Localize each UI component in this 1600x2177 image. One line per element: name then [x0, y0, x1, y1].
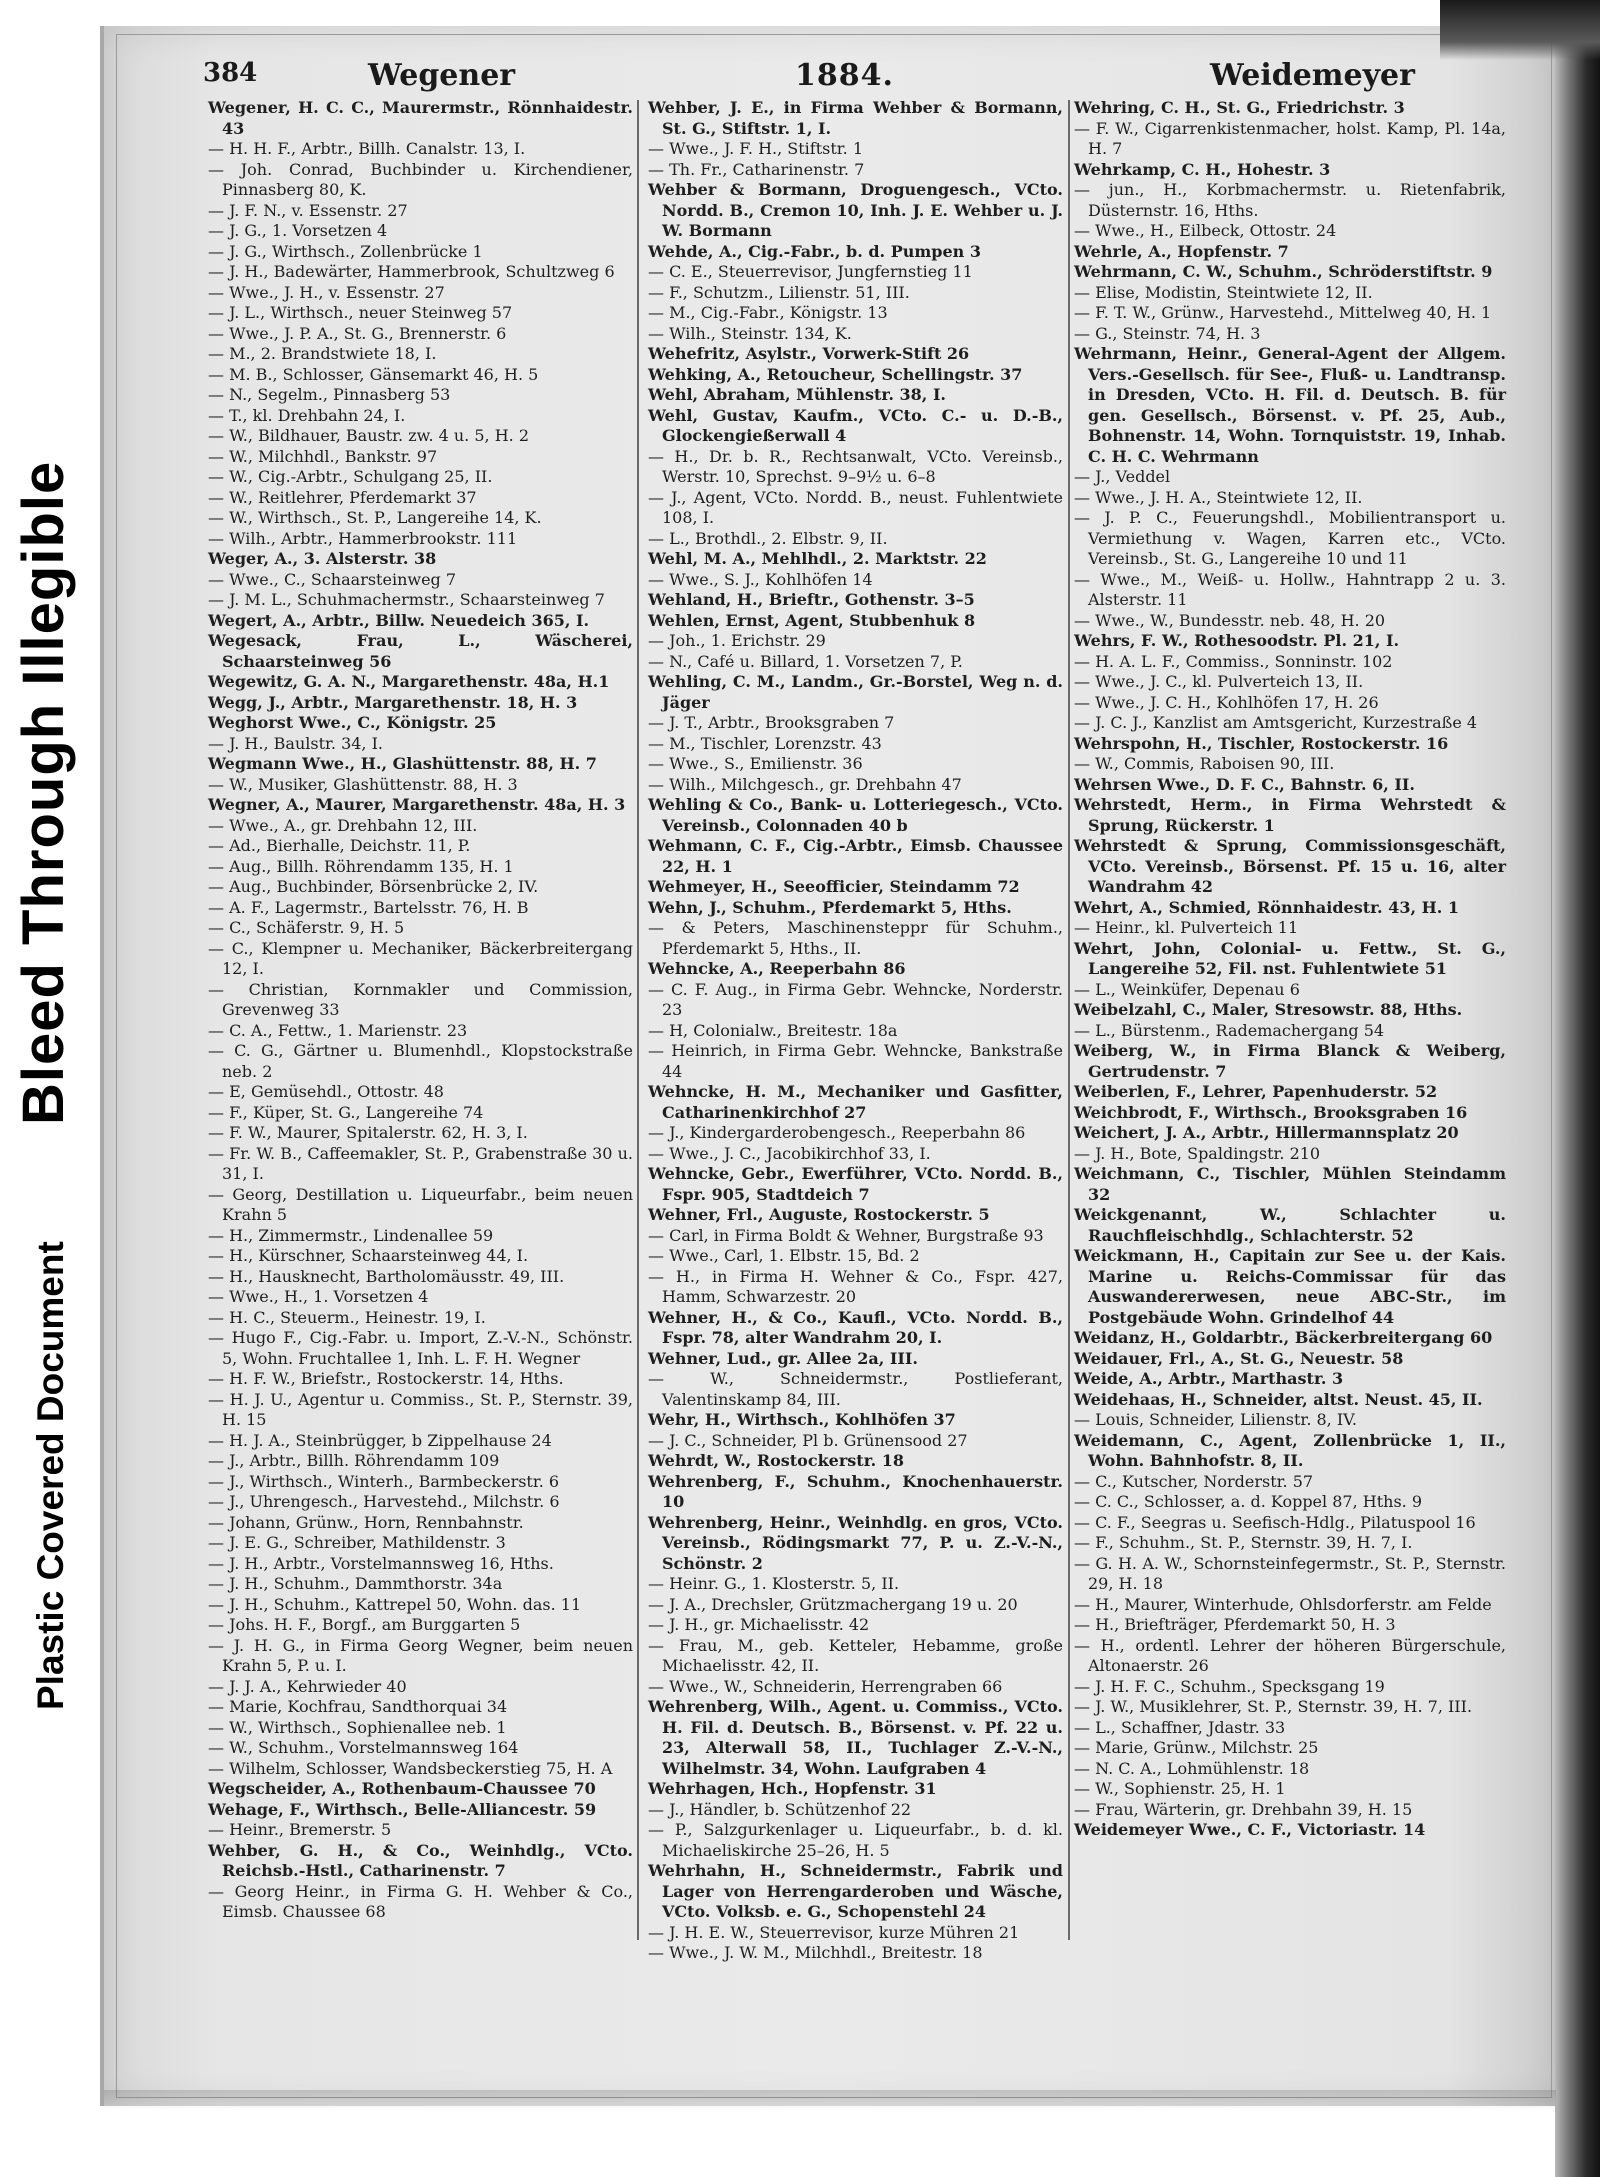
directory-entry: — W., Bildhauer, Baustr. zw. 4 u. 5, H. 2: [208, 426, 530, 445]
directory-entry: Wehage, F., Wirthsch., Belle-Alliancestr. 59: [208, 1799, 597, 1819]
directory-entry: — L., Weinküfer, Depenau 6: [1074, 979, 1300, 999]
directory-entry: — Aug., Billh. Röhrendamm 135, H. 1: [208, 856, 514, 876]
directory-entry: — F., Schuhm., St. P., Sternstr. 39, H. 7, I.: [1074, 1533, 1413, 1552]
directory-entry: — J., Wirthsch., Winterh., Barmbeckerstr. 6: [208, 1471, 560, 1491]
directory-entry: — F. T. W., Grünw., Harvestehd., Mittelweg 40, H. 1: [1074, 303, 1492, 322]
scanner-edge-shadow: [1555, 0, 1600, 2177]
column-divider: [637, 100, 639, 1940]
directory-entry: Wegner, A., Maurer, Margarethenstr. 48a, H. 3: [208, 795, 626, 814]
directory-entry: — Georg Heinr., in Firma G. H. Wehber & Co., Eimsb. Chaussee 68: [208, 1881, 633, 1921]
directory-entry: — W., Reitlehrer, Pferdemarkt 37: [208, 487, 477, 507]
directory-entry: — Wwe., J. C., kl. Pulverteich 13, II.: [1074, 672, 1364, 691]
directory-entry: — Wwe., J. H., v. Essenstr. 27: [208, 282, 445, 302]
directory-entry: Wegesack, Frau, L., Wäscherei, Schaarsteinweg 56: [208, 631, 633, 671]
directory-entry: — J. H., Badewärter, Hammerbrook, Schultzweg 6: [208, 262, 615, 281]
header-right-catchword: Weidemeyer: [1210, 58, 1415, 93]
directory-entry: — C., Schäferstr. 9, H. 5: [208, 918, 405, 937]
directory-entry: — Th. Fr., Catharinenstr. 7: [648, 159, 865, 179]
directory-entry: Wegscheider, A., Rothenbaum-Chaussee 70: [208, 1779, 596, 1798]
directory-entry: Wegg, J., Arbtr., Margarethenstr. 18, H. 3: [208, 692, 578, 712]
directory-entry: — Wwe., J. C. H., Kohlhöfen 17, H. 26: [1074, 692, 1379, 712]
directory-entry: — Johs. H. F., Borgf., am Burggarten 5: [208, 1615, 521, 1634]
directory-entry: — Louis, Schneider, Lilienstr. 8, IV.: [1074, 1410, 1358, 1429]
directory-entry: — H. A. L. F., Commiss., Sonninstr. 102: [1074, 651, 1393, 671]
directory-entry: — J. P. C., Feuerungshdl., Mobilientransport u. Vermiethung v. Wagen, Karren etc., VCto. Vereinsb., St. G., Langereihe 10 und 11: [1074, 508, 1506, 568]
directory-entry: Wehner, H., & Co., Kaufl., VCto. Nordd. B., Fspr. 78, alter Wandrahm 20, I.: [648, 1307, 1063, 1347]
directory-entry: Weidehaas, H., Schneider, altst. Neust. 45, II.: [1074, 1389, 1483, 1409]
directory-entry: Wehncke, A., Reeperbahn 86: [648, 959, 906, 978]
directory-entry: Wehmann, C. F., Cig.-Arbtr., Eimsb. Chaussee 22, H. 1: [648, 836, 1063, 876]
directory-entry: — Wilhelm, Schlosser, Wandsbeckerstieg 75, H. A: [208, 1758, 613, 1778]
directory-entry: — Wwe., W., Bundesstr. neb. 48, H. 20: [1074, 610, 1386, 630]
directory-entry: Wehber, J. E., in Firma Wehber & Bormann, St. G., Stiftstr. 1, I.: [648, 98, 1063, 138]
directory-entry: Wehrsen Wwe., D. F. C., Bahnstr. 6, II.: [1074, 774, 1415, 794]
directory-entry: Wehrenberg, Heinr., Weinhdlg. en gros, VCto. Vereinsb., Rödingsmarkt 77, P. u. Z.-V.-N., Schönstr. 2: [648, 1512, 1063, 1573]
directory-entry: — J. H., Schuhm., Dammthorstr. 34a: [208, 1574, 503, 1593]
directory-entry: — E, Gemüsehdl., Ottostr. 48: [208, 1082, 444, 1101]
directory-entry: — N. C. A., Lohmühlenstr. 18: [1074, 1758, 1310, 1778]
directory-entry: Wehling & Co., Bank- u. Lotteriegesch., VCto. Vereinsb., Colonnaden 40 b: [648, 795, 1063, 835]
directory-entry: — J. J. A., Kehrwieder 40: [208, 1676, 407, 1696]
directory-entry: Wehring, C. H., St. G., Friedrichstr. 3: [1074, 98, 1405, 117]
directory-entry: — T., kl. Drehbahn 24, I.: [208, 405, 406, 425]
directory-entry: — H. F. W., Briefstr., Rostockerstr. 14, Hths.: [208, 1369, 564, 1388]
directory-entry: Weickgenannt, W., Schlachter u. Rauchfleischhdlg., Schlachterstr. 52: [1074, 1205, 1506, 1245]
directory-entry: — J., Agent, VCto. Nordd. B., neust. Fuhlentwiete 108, I.: [648, 487, 1063, 527]
directory-entry: Wehrt, John, Colonial- u. Fettw., St. G., Langereihe 52, Fil. nst. Fuhlentwiete 51: [1074, 938, 1506, 978]
directory-entry: — H. J. A., Steinbrügger, b Zippelhause 24: [208, 1430, 552, 1450]
directory-entry: — H., Hausknecht, Bartholomäusstr. 49, III.: [208, 1266, 565, 1286]
plastic-covered-label: Plastic Covered Document: [30, 1241, 71, 1710]
directory-entry: — Christian, Kornmakler und Commission, Grevenweg 33: [208, 979, 633, 1019]
directory-entry: Wehrstedt & Sprung, Commissionsgeschäft, VCto. Vereinsb., Börsenst. Pf. 15 u. 16, alter Wandrahm 42: [1074, 836, 1506, 896]
directory-entry: Wehber & Bormann, Droguengesch., VCto. Nordd. B., Cremon 10, Inh. J. E. Wehber u. J. W. Bormann: [648, 180, 1063, 240]
directory-entry: Wehland, H., Brieftr., Gothenstr. 3–5: [648, 590, 975, 609]
directory-entry: — W., Musiker, Glashüttenstr. 88, H. 3: [208, 774, 518, 794]
directory-entry: Wehde, A., Cig.-Fabr., b. d. Pumpen 3: [648, 241, 981, 261]
directory-column-1: [208, 98, 633, 1948]
directory-entry: Weidemann, C., Agent, Zollenbrücke 1, II., Wohn. Bahnhofstr. 8, II.: [1074, 1430, 1506, 1470]
directory-entry: Wehner, Frl., Auguste, Rostockerstr. 5: [648, 1205, 990, 1224]
directory-entry: Weidauer, Frl., A., St. G., Neuestr. 58: [1074, 1348, 1404, 1368]
directory-entry: Wehrkamp, C. H., Hohestr. 3: [1074, 159, 1331, 179]
directory-entry: — & Peters, Maschinensteppr für Schuhm., Pferdemarkt 5, Hths., II.: [648, 918, 1063, 958]
directory-entry: — J. T., Arbtr., Brooksgraben 7: [648, 713, 895, 732]
directory-entry: — W., Schneidermstr., Postlieferant, Valentinskamp 84, III.: [648, 1369, 1063, 1409]
directory-entry: Weidanz, H., Goldarbtr., Bäckerbreitergang 60: [1074, 1328, 1493, 1347]
directory-entry: — Joh., 1. Erichstr. 29: [648, 631, 826, 650]
directory-entry: — F. W., Maurer, Spitalerstr. 62, H. 3, I.: [208, 1123, 528, 1142]
directory-entry: Weichmann, C., Tischler, Mühlen Steindamm 32: [1074, 1164, 1506, 1204]
directory-entry: Wehrenberg, F., Schuhm., Knochenhauerstr. 10: [648, 1471, 1063, 1511]
column-divider: [1068, 100, 1070, 1940]
directory-entry: — J. W., Musiklehrer, St. P., Sternstr. 39, H. 7, III.: [1074, 1697, 1473, 1716]
directory-entry: — C. C., Schlosser, a. d. Koppel 87, Hths. 9: [1074, 1492, 1423, 1511]
directory-entry: — N., Café u. Billard, 1. Vorsetzen 7, P.: [648, 651, 963, 671]
directory-entry: Wehmeyer, H., Seeofficier, Steindamm 72: [648, 877, 1020, 896]
directory-entry: — Wwe., J. W. M., Milchhdl., Breitestr. 18: [648, 1943, 983, 1962]
directory-entry: — Marie, Kochfrau, Sandthorquai 34: [208, 1697, 508, 1716]
directory-entry: — J., Uhrengesch., Harvestehd., Milchstr. 6: [208, 1492, 560, 1511]
directory-entry: Weghorst Wwe., C., Königstr. 25: [208, 713, 497, 732]
directory-entry: — W., Cig.-Arbtr., Schulgang 25, II.: [208, 467, 493, 486]
page-bottom-shadow: [104, 2090, 1556, 2110]
directory-entry: — W., Commis, Raboisen 90, III.: [1074, 754, 1335, 773]
directory-entry: — M., Cig.-Fabr., Königstr. 13: [648, 303, 888, 322]
directory-entry: Weibelzahl, C., Maler, Stresowstr. 88, Hths.: [1074, 1000, 1463, 1019]
directory-entry: — J. H., Schuhm., Kattrepel 50, Wohn. das. 11: [208, 1594, 582, 1614]
directory-column-2: [648, 98, 1063, 1962]
directory-entry: — Wwe., W., Schneiderin, Herrengraben 66: [648, 1676, 1003, 1696]
directory-entry: — A. F., Lagermstr., Bartelsstr. 76, H. B: [208, 897, 529, 917]
directory-entry: — F. W., Cigarrenkistenmacher, holst. Kamp, Pl. 14a, H. 7: [1074, 118, 1506, 158]
directory-entry: Wehrenberg, Wilh., Agent. u. Commiss., VCto. H. Fil. d. Deutsch. B., Börsenst. v. Pf. 22 u. 23, Alterwall 58, II., Tuchlager Z.-V.-N., Wilhelmstr. 34, Wohn. Laufgraben 4: [648, 1697, 1063, 1778]
directory-entry: — J. G., 1. Vorsetzen 4: [208, 221, 388, 240]
directory-entry: Wehling, C. M., Landm., Gr.-Borstel, Weg n. d. Jäger: [648, 672, 1063, 712]
directory-entry: Wehl, Abraham, Mühlenstr. 38, I.: [648, 385, 946, 404]
directory-entry: — M., Tischler, Lorenzstr. 43: [648, 733, 882, 753]
directory-entry: — G. H. A. W., Schornsteinfegermstr., St. P., Sternstr. 29, H. 18: [1074, 1553, 1506, 1593]
directory-entry: — H., Maurer, Winterhude, Ohlsdorferstr. am Felde: [1074, 1594, 1492, 1614]
directory-entry: — J. H. F. C., Schuhm., Specksgang 19: [1074, 1676, 1385, 1696]
directory-entry: — C., Klempner u. Mechaniker, Bäckerbreitergang 12, I.: [208, 938, 633, 978]
directory-entry: — Wwe., S., Emilienstr. 36: [648, 754, 863, 773]
directory-entry: Wehner, Lud., gr. Allee 2a, III.: [648, 1348, 918, 1368]
header-left-catchword: Wegener: [368, 58, 516, 93]
directory-entry: Wehrmann, C. W., Schuhm., Schröderstiftstr. 9: [1074, 262, 1493, 281]
directory-entry: — J., Veddel: [1074, 467, 1171, 486]
directory-entry: — W., Wirthsch., Sophienallee neb. 1: [208, 1717, 507, 1737]
directory-entry: — Wwe., H., 1. Vorsetzen 4: [208, 1287, 429, 1306]
directory-entry: Wegmann Wwe., H., Glashüttenstr. 88, H. 7: [208, 754, 597, 773]
directory-entry: — J. H., Baulstr. 34, I.: [208, 733, 383, 753]
directory-entry: — W., Wirthsch., St. P., Langereihe 14, K.: [208, 508, 542, 527]
directory-entry: — H., Dr. b. R., Rechtsanwalt, VCto. Vereinsb., Werstr. 10, Sprechst. 9–9½ u. 6–8: [648, 446, 1063, 486]
directory-entry: Weidemeyer Wwe., C. F., Victoriastr. 14: [1074, 1820, 1426, 1839]
directory-entry: — H. C., Steuerm., Heinestr. 19, I.: [208, 1307, 486, 1327]
directory-entry: — J. G., Wirthsch., Zollenbrücke 1: [208, 241, 483, 261]
directory-entry: Wegener, H. C. C., Maurermstr., Rönnhaidestr. 43: [208, 98, 633, 138]
directory-entry: Wehrle, A., Hopfenstr. 7: [1074, 241, 1289, 261]
directory-entry: — Ad., Bierhalle, Deichstr. 11, P.: [208, 836, 471, 855]
directory-entry: — J. M. L., Schuhmachermstr., Schaarsteinweg 7: [208, 590, 605, 609]
directory-entry: — Hugo F., Cig.-Fabr. u. Import, Z.-V.-N., Schönstr. 5, Wohn. Fruchtallee 1, Inh. L. F. H. Wegner: [208, 1328, 633, 1368]
directory-entry: Wehr, H., Wirthsch., Kohlhöfen 37: [648, 1410, 956, 1429]
directory-entry: — Wwe., A., gr. Drehbahn 12, III.: [208, 815, 478, 835]
directory-entry: — Frau, Wärterin, gr. Drehbahn 39, H. 15: [1074, 1799, 1413, 1819]
directory-entry: Wehrdt, W., Rostockerstr. 18: [648, 1451, 905, 1470]
directory-entry: Wegewitz, G. A. N., Margarethenstr. 48a, H.1: [208, 672, 610, 691]
directory-entry: — Wwe., S. J., Kohlhöfen 14: [648, 569, 873, 589]
directory-entry: — Wwe., M., Weiß- u. Hollw., Hahntrapp 2 u. 3. Alsterstr. 11: [1074, 569, 1506, 609]
directory-entry: — Wwe., J. C., Jacobikirchhof 33, I.: [648, 1143, 931, 1163]
directory-entry: — W., Sophienstr. 25, H. 1: [1074, 1779, 1286, 1798]
directory-entry: — Elise, Modistin, Steintwiete 12, II.: [1074, 282, 1373, 302]
directory-entry: Wegert, A., Arbtr., Billw. Neuedeich 365, I.: [208, 610, 590, 630]
directory-entry: — Johann, Grünw., Horn, Rennbahnstr.: [208, 1512, 524, 1532]
directory-entry: — L., Brothdl., 2. Elbstr. 9, II.: [648, 528, 888, 548]
directory-entry: — J. H., Bote, Spaldingstr. 210: [1074, 1143, 1321, 1163]
directory-entry: — J. C., Schneider, Pl b. Grünensood 27: [648, 1430, 968, 1450]
directory-entry: — H., Briefträger, Pferdemarkt 50, H. 3: [1074, 1615, 1396, 1634]
directory-entry: Wehncke, H. M., Mechaniker und Gasfitter, Catharinenkirchhof 27: [648, 1082, 1063, 1122]
page-number: 384: [203, 58, 258, 88]
directory-entry: — H. H. F., Arbtr., Billh. Canalstr. 13, I.: [208, 139, 526, 158]
directory-entry: — J., Händler, b. Schützenhof 22: [648, 1799, 912, 1819]
directory-entry: — Wilh., Milchgesch., gr. Drehbahn 47: [648, 774, 962, 794]
bleed-through-label: Bleed Through Illegible: [11, 460, 76, 1125]
directory-entry: Wehncke, Gebr., Ewerführer, VCto. Nordd. B., Fspr. 905, Stadtdeich 7: [648, 1164, 1063, 1204]
directory-entry: — Wwe., Carl, 1. Elbstr. 15, Bd. 2: [648, 1246, 920, 1265]
directory-entry: Weickmann, H., Capitain zur See u. der Kais. Marine u. Reichs-Commissar für das Auswandererwesen, neue ABC-Str., im Postgebäude Wohn. Grindelhof 44: [1074, 1246, 1506, 1327]
directory-entry: Wehn, J., Schuhm., Pferdemarkt 5, Hths.: [648, 897, 1012, 917]
directory-entry: — F., Küper, St. G., Langereihe 74: [208, 1102, 484, 1122]
directory-entry: — H., ordentl. Lehrer der höheren Bürgerschule, Altonaerstr. 26: [1074, 1635, 1506, 1675]
directory-entry: Weiberlen, F., Lehrer, Papenhuderstr. 52: [1074, 1082, 1438, 1101]
directory-entry: — Wwe., C., Schaarsteinweg 7: [208, 569, 457, 589]
directory-entry: — Heinr., kl. Pulverteich 11: [1074, 918, 1299, 937]
directory-entry: — J. E. G., Schreiber, Mathildenstr. 3: [208, 1533, 506, 1552]
directory-entry: — Wwe., J. F. H., Stiftstr. 1: [648, 139, 864, 158]
directory-entry: — Wwe., J. H. A., Steintwiete 12, II.: [1074, 487, 1363, 507]
directory-entry: Wehrspohn, H., Tischler, Rostockerstr. 16: [1074, 733, 1449, 753]
directory-entry: — H., Zimmermstr., Lindenallee 59: [208, 1225, 494, 1245]
directory-entry: — H., Kürschner, Schaarsteinweg 44, I.: [208, 1246, 529, 1265]
directory-entry: — Joh. Conrad, Buchbinder u. Kirchendiener, Pinnasberg 80, K.: [208, 159, 633, 199]
directory-entry: — J. L., Wirthsch., neuer Steinweg 57: [208, 303, 513, 322]
directory-entry: — G., Steinstr. 74, H. 3: [1074, 323, 1261, 343]
directory-entry: — C. F., Seegras u. Seefisch-Hdlg., Pilatuspool 16: [1074, 1512, 1476, 1532]
directory-entry: — J. H., gr. Michaelisstr. 42: [648, 1615, 870, 1634]
directory-entry: — J., Kindergarderobengesch., Reeperbahn 86: [648, 1123, 1026, 1142]
directory-entry: — W., Schuhm., Vorstelmannsweg 164: [208, 1738, 519, 1757]
directory-entry: — Heinr., Bremerstr. 5: [208, 1820, 392, 1839]
directory-entry: — Heinrich, in Firma Gebr. Wehncke, Bankstraße 44: [648, 1041, 1063, 1081]
directory-entry: — C. F. Aug., in Firma Gebr. Wehncke, Norderstr. 23: [648, 979, 1063, 1019]
directory-entry: — J. C. J., Kanzlist am Amtsgericht, Kurzestraße 4: [1074, 713, 1478, 732]
directory-entry: Wehking, A., Retoucheur, Schellingstr. 37: [648, 364, 1023, 384]
directory-entry: Weichbrodt, F., Wirthsch., Brooksgraben 16: [1074, 1102, 1468, 1122]
directory-entry: Weichert, J. A., Arbtr., Hillermannsplatz 20: [1074, 1123, 1459, 1142]
directory-entry: — C. A., Fettw., 1. Marienstr. 23: [208, 1020, 468, 1040]
directory-entry: Wehlen, Ernst, Agent, Stubbenhuk 8: [648, 610, 976, 630]
directory-entry: Wehefritz, Asylstr., Vorwerk-Stift 26: [648, 344, 970, 363]
directory-entry: — J. A., Drechsler, Grützmachergang 19 u. 20: [648, 1594, 1018, 1614]
directory-entry: Weger, A., 3. Alsterstr. 38: [208, 549, 437, 568]
directory-entry: — Fr. W. B., Caffeemakler, St. P., Grabenstraße 30 u. 31, I.: [208, 1143, 633, 1183]
directory-entry: — jun., H., Korbmachermstr. u. Rietenfabrik, Düsternstr. 16, Hths.: [1074, 180, 1506, 220]
directory-entry: — C., Kutscher, Norderstr. 57: [1074, 1471, 1314, 1491]
directory-entry: — F., Schutzm., Lilienstr. 51, III.: [648, 282, 910, 302]
directory-entry: Wehber, G. H., & Co., Weinhdlg., VCto. Reichsb.-Hstl., Catharinenstr. 7: [208, 1840, 633, 1880]
scanner-corner-shadow: [1440, 0, 1600, 60]
entry-list: [208, 98, 633, 1923]
directory-entry: — J. H. G., in Firma Georg Wegner, beim neuen Krahn 5, P. u. I.: [208, 1635, 633, 1675]
directory-entry: — Marie, Grünw., Milchstr. 25: [1074, 1738, 1319, 1757]
directory-entry: Wehl, M. A., Mehlhdl., 2. Marktstr. 22: [648, 549, 987, 568]
directory-entry: — Frau, M., geb. Ketteler, Hebamme, große Michaelisstr. 42, II.: [648, 1635, 1063, 1675]
directory-entry: — Wwe., J. P. A., St. G., Brennerstr. 6: [208, 323, 507, 343]
directory-entry: — J., Arbtr., Billh. Röhrendamm 109: [208, 1451, 500, 1470]
directory-entry: Wehrhagen, Hch., Hopfenstr. 31: [648, 1779, 937, 1798]
directory-entry: — P., Salzgurkenlager u. Liqueurfabr., b. d. kl. Michaeliskirche 25–26, H. 5: [648, 1820, 1063, 1860]
directory-entry: Weide, A., Arbtr., Marthastr. 3: [1074, 1369, 1344, 1388]
directory-entry: — Wilh., Arbtr., Hammerbrookstr. 111: [208, 528, 518, 548]
directory-entry: — Georg, Destillation u. Liqueurfabr., beim neuen Krahn 5: [208, 1184, 633, 1224]
directory-entry: Wehrstedt, Herm., in Firma Wehrstedt & Sprung, Rückerstr. 1: [1074, 795, 1506, 835]
directory-entry: — Wilh., Steinstr. 134, K.: [648, 323, 852, 343]
directory-column-3: [1074, 98, 1506, 1948]
directory-entry: — M., 2. Brandstwiete 18, I.: [208, 344, 437, 363]
directory-entry: — M. B., Schlosser, Gänsemarkt 46, H. 5: [208, 364, 539, 384]
entry-list: [1074, 98, 1506, 1841]
directory-entry: Wehrmann, Heinr., General-Agent der Allgem. Vers.-Gesellsch. für See-, Fluß- u. Landtransp. in Dresden, VCto. H. Fil. d. Deutsch. B. für gen. Gesellsch., Börsenst. v. Pf. 25, Aub., Bohnenstr. 14, Wohn. Tornquiststr. 19, Inhab. C. H. C. Wehrmann: [1074, 344, 1506, 466]
directory-entry: — J. H., Arbtr., Vorstelmannsweg 16, Hths.: [208, 1553, 554, 1573]
directory-entry: — L., Bürstenm., Rademachergang 54: [1074, 1020, 1385, 1040]
directory-entry: — Carl, in Firma Boldt & Wehner, Burgstraße 93: [648, 1225, 1044, 1245]
directory-entry: — H., in Firma H. Wehner & Co., Fspr. 427, Hamm, Schwarzestr. 20: [648, 1266, 1063, 1306]
entry-list: [648, 98, 1063, 1964]
directory-entry: Wehrhahn, H., Schneidermstr., Fabrik und Lager von Herrengarderoben und Wäsche, VCto. Volksb. e. G., Schopenstehl 24: [648, 1861, 1063, 1921]
directory-entry: — J. F. N., v. Essenstr. 27: [208, 200, 408, 220]
directory-entry: — H, Colonialw., Breitestr. 18a: [648, 1020, 898, 1040]
header-year: 1884.: [795, 58, 894, 93]
directory-entry: — W., Milchhdl., Bankstr. 97: [208, 446, 438, 466]
directory-entry: — L., Schaffner, Jdastr. 33: [1074, 1717, 1286, 1737]
directory-entry: — C. G., Gärtner u. Blumenhdl., Klopstockstraße neb. 2: [208, 1041, 633, 1081]
directory-entry: — Heinr. G., 1. Klosterstr. 5, II.: [648, 1574, 900, 1593]
directory-entry: — J. H. E. W., Steuerrevisor, kurze Mühren 21: [648, 1922, 1020, 1942]
directory-entry: — C. E., Steuerrevisor, Jungfernstieg 11: [648, 262, 973, 281]
directory-entry: — Aug., Buchbinder, Börsenbrücke 2, IV.: [208, 877, 539, 896]
directory-entry: Wehrt, A., Schmied, Rönnhaidestr. 43, H. 1: [1074, 897, 1459, 917]
directory-entry: — H. J. U., Agentur u. Commiss., St. P., Sternstr. 39, H. 15: [208, 1389, 633, 1429]
directory-entry: Weiberg, W., in Firma Blanck & Weiberg, Gertrudenstr. 7: [1074, 1041, 1506, 1081]
directory-entry: — Wwe., H., Eilbeck, Ottostr. 24: [1074, 221, 1337, 240]
directory-entry: — N., Segelm., Pinnasberg 53: [208, 385, 451, 404]
directory-entry: Wehrs, F. W., Rothesoodstr. Pl. 21, I.: [1074, 631, 1400, 650]
directory-entry: Wehl, Gustav, Kaufm., VCto. C.- u. D.-B., Glockengießerwall 4: [648, 405, 1063, 445]
